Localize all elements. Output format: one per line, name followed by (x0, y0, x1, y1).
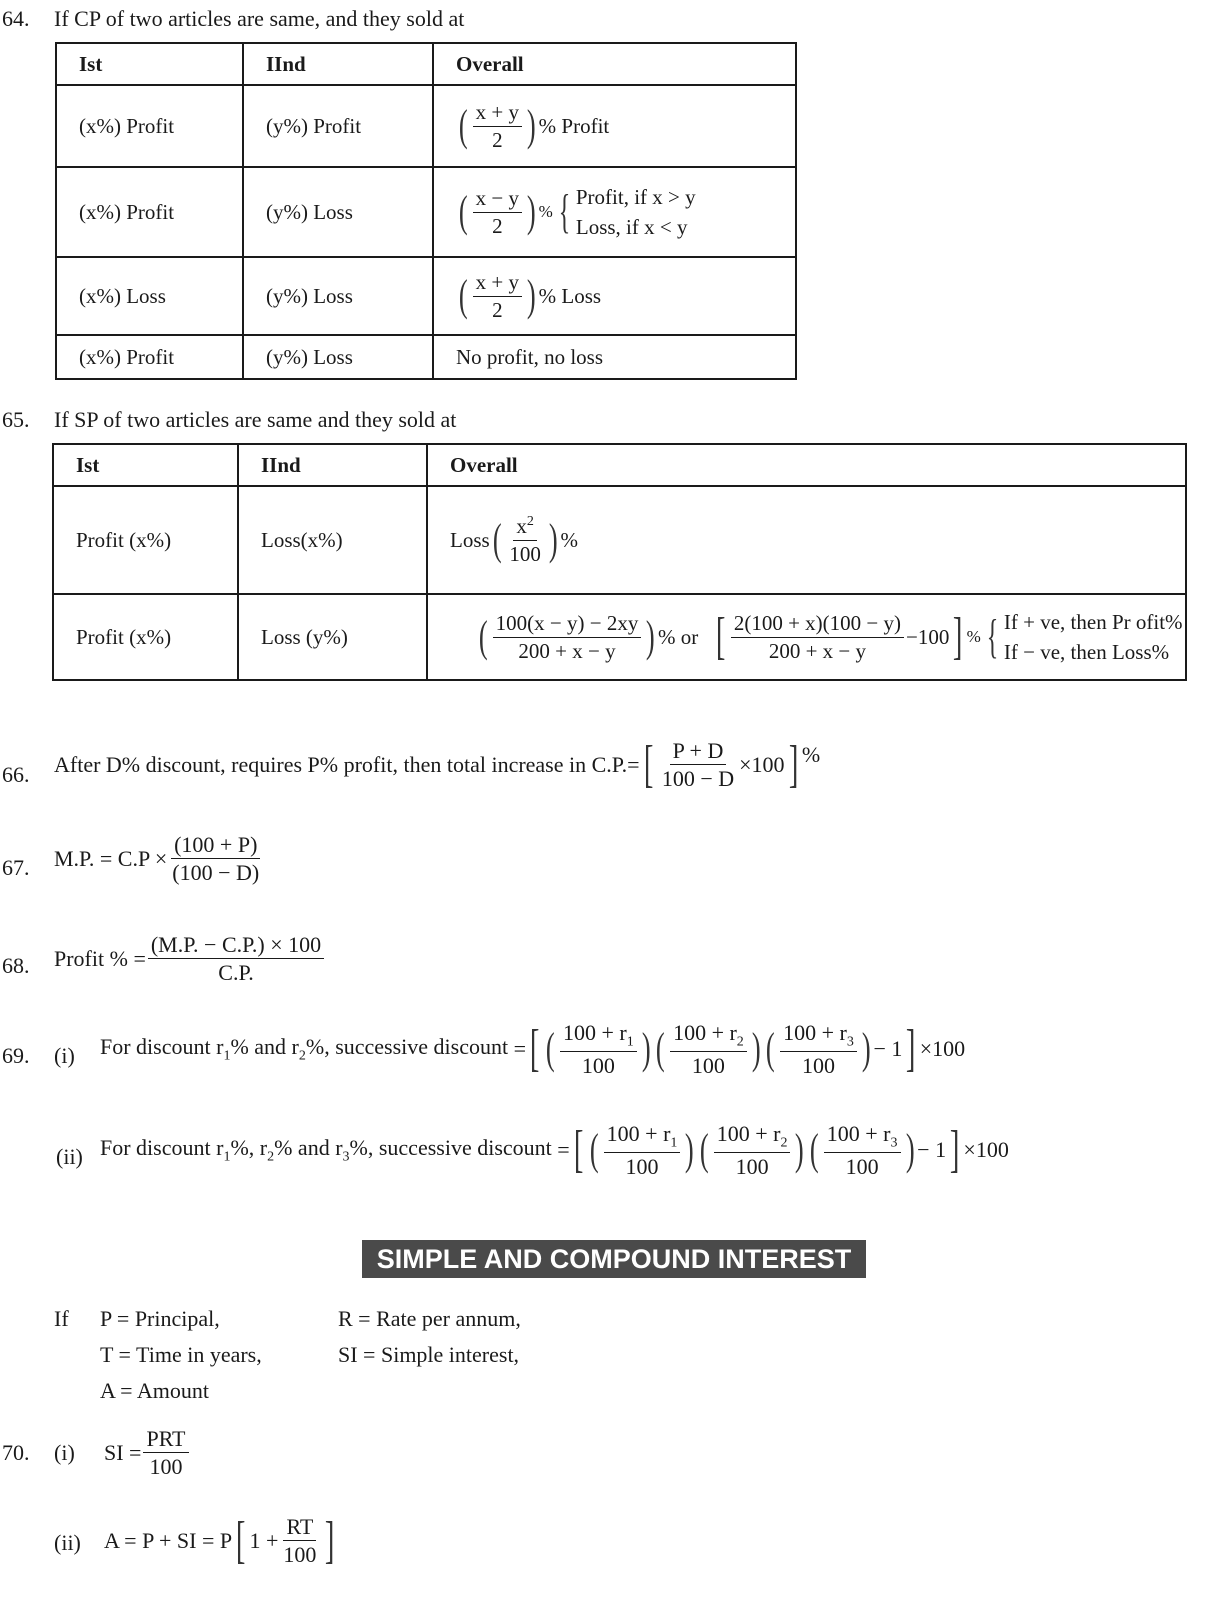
formula-69-i: For discount $r_1\%$ and $r_2\%$, successive discount =[ ( $\frac{100 + r_1}{100}$ ) ( $\frac{100 + r_2}{100}$ ) ( $\frac{100 + r_3}{100}$ ) − 1] ×100 (100, 1020, 966, 1079)
cases: If + ve, then Pr ofit% If − ve, then Loss% (1003, 609, 1183, 664)
item-number: 69. (2, 1043, 30, 1068)
table-row (56, 335, 796, 379)
cell-second: (y%) Loss (243, 335, 433, 379)
cell-overall: Loss( $\frac{x^2}{100}$ ) % (427, 486, 1186, 594)
cell-first: (x%) Profit (56, 335, 243, 379)
item-number: 67. (2, 855, 30, 880)
header-second: IInd (243, 43, 433, 85)
cell-overall: ( $\frac{x - y}{2}$ ) % { Profit, if x > y Loss, if x < y (433, 167, 796, 257)
item-number: 64. (2, 6, 30, 31)
fraction: $\frac{RT}{100}$ (283, 1514, 317, 1568)
item-number: 66. (2, 762, 30, 787)
fraction: $\frac{(100 + P)}{(100 - D)}$ (172, 832, 260, 886)
part-label: (ii) (56, 1144, 83, 1169)
fraction: $\frac{\text{PRT}}{100}$ (143, 1426, 188, 1480)
fraction: $\frac{P + D}{100 - D}$ (661, 738, 735, 792)
definition-simple-interest: SI = Simple interest, (338, 1342, 520, 1367)
formula-69-ii: For discount $r_1\%$, $r_2\%$ and $r_3\%$, successive discount =[ ( $\frac{100 + r_1}{100}$ ) ( $\frac{100 + r_2}{100}$ ) ( $\frac{100 + r_3}{100}$ ) − 1] ×100 (100, 1121, 1009, 1180)
fraction: $\frac{2(100 + x)(100 - y)}{200 + x - y}$ (731, 611, 904, 662)
cell-second: (y%) Profit (243, 85, 433, 167)
table-row (53, 594, 1186, 680)
header-first: Ist (56, 43, 243, 85)
cell-first: Profit (x%) (53, 594, 238, 680)
item-heading: If CP of two articles are same, and they sold at (54, 6, 465, 31)
header-overall: Overall (427, 444, 1186, 486)
table-row (56, 167, 796, 257)
cell-second: (y%) Loss (243, 257, 433, 335)
cases: Profit, if x > y Loss, if x < y (575, 184, 696, 239)
fraction: $\frac{100(x - y) - 2xy}{200 + x - y}$ (493, 611, 642, 662)
fraction: $\frac{x + y}{2}$ (473, 100, 522, 151)
header-first: Ist (53, 444, 238, 486)
part-label: (ii) (54, 1530, 81, 1555)
table-header-row (56, 43, 796, 85)
cp-same-table (55, 42, 797, 380)
item-number: 68. (2, 953, 30, 978)
header-overall: Overall (433, 43, 796, 85)
formula-68: Profit % = $\frac{(M.P. - C.P.) \times 100}{C.P.}$ (54, 932, 326, 986)
definition-rate: R = Rate per annum, (338, 1306, 521, 1331)
part-label: (i) (54, 1043, 75, 1068)
part-label: (i) (54, 1440, 75, 1465)
fraction: $\frac{x + y}{2}$ (473, 270, 522, 321)
item-number: 65. (2, 407, 30, 432)
fraction: $\frac{(M.P. - C.P.) \times 100}{C.P.}$ (148, 932, 324, 986)
table-row (56, 85, 796, 167)
cell-first: (x%) Profit (56, 167, 243, 257)
formula-66: After D% discount, requires P% profit, then total increase in C.P.=[ $\frac{P + D}{100 - D}$ ×100] % (54, 735, 821, 793)
cell-second: (y%) Loss (243, 167, 433, 257)
sp-same-table (52, 443, 1187, 681)
cell-overall: ( $\frac{100(x - y) - 2xy}{200 + x - y}$ ) % or [ $\frac{2(100 + x)(100 - y)}{200 + x - y}$ −100] % { If + ve, then Pr ofit% If − ve, then Loss% (427, 594, 1186, 680)
cell-first: (x%) Loss (56, 257, 243, 335)
cell-overall: No profit, no loss (433, 335, 796, 379)
cell-first: (x%) Profit (56, 85, 243, 167)
definition-time: T = Time in years, (100, 1342, 262, 1367)
cell-first: Profit (x%) (53, 486, 238, 594)
formula-70-ii: A = P + SI = P[ 1 + $\frac{RT}{100}$ ] (104, 1511, 335, 1569)
formula-67: M.P. = C.P × $\frac{(100 + P)}{(100 - D)}$ (54, 832, 264, 886)
cell-second: Loss (y%) (238, 594, 427, 680)
section-title-banner: SIMPLE AND COMPOUND INTEREST (362, 1240, 866, 1278)
definitions-if: If (54, 1306, 69, 1331)
fraction: $\frac{x^2}{100}$ (509, 514, 541, 566)
formula-70-i: SI = $\frac{\text{PRT}}{100}$ (104, 1426, 191, 1480)
item-number: 70. (2, 1440, 30, 1465)
definition-principal: P = Principal, (100, 1306, 220, 1331)
table-row (56, 257, 796, 335)
table-row (53, 486, 1186, 594)
definition-amount: A = Amount (100, 1378, 209, 1403)
cell-second: Loss(x%) (238, 486, 427, 594)
header-second: IInd (238, 444, 427, 486)
cell-overall: ( $\frac{x + y}{2}$ ) % Profit (433, 85, 796, 167)
table-header-row (53, 444, 1186, 486)
fraction: $\frac{x - y}{2}$ (473, 186, 522, 237)
cell-overall: ( $\frac{x + y}{2}$ ) % Loss (433, 257, 796, 335)
item-heading: If SP of two articles are same and they sold at (54, 407, 457, 432)
